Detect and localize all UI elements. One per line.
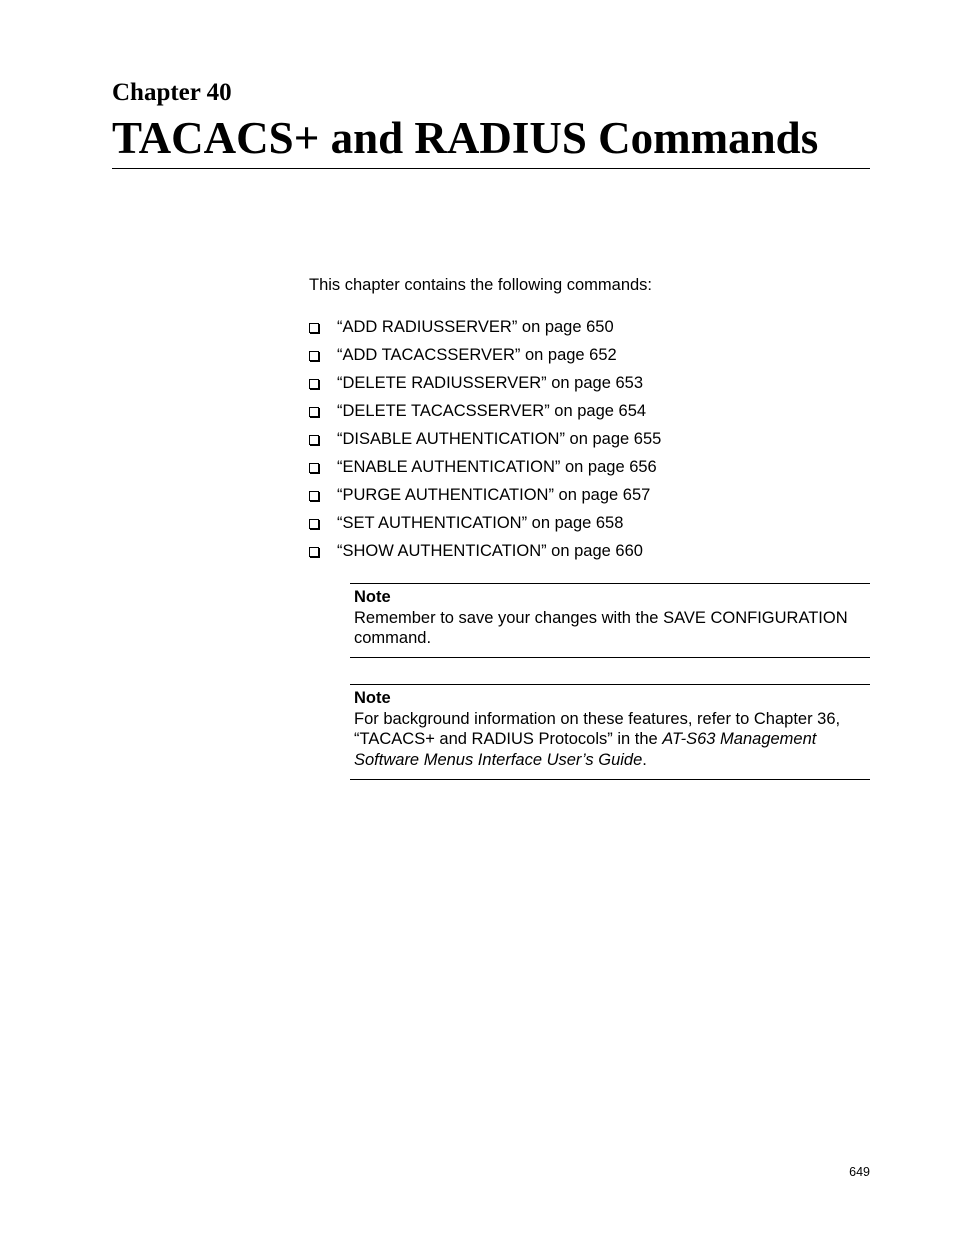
list-item[interactable] xyxy=(309,453,661,481)
note-text-start: For background information on these features, refer to Chapter 36, “TACACS+ and RADIUS Protocols” in the xyxy=(354,709,841,748)
command-link[interactable]: “ADD RADIUSSERVER” on page 650 xyxy=(337,317,614,336)
list-item[interactable] xyxy=(309,341,661,369)
command-link[interactable]: “ADD TACACSSERVER” on page 652 xyxy=(337,345,617,364)
checkbox-bullet-icon xyxy=(309,519,319,529)
checkbox-bullet-icon xyxy=(309,435,319,445)
list-item[interactable] xyxy=(309,537,661,565)
list-item[interactable] xyxy=(309,313,661,341)
note-box-background xyxy=(350,684,870,780)
checkbox-bullet-icon xyxy=(309,547,319,557)
checkbox-bullet-icon xyxy=(309,491,319,501)
command-link[interactable]: “ENABLE AUTHENTICATION” on page 656 xyxy=(337,457,657,476)
list-item[interactable] xyxy=(309,397,661,425)
note-heading: Note xyxy=(354,689,391,707)
note-text: Remember to save your changes with the SAVE CONFIGURATION command. xyxy=(354,608,848,647)
note-text-end: . xyxy=(642,750,647,769)
command-list xyxy=(309,313,661,565)
command-link[interactable]: “DELETE RADIUSSERVER” on page 653 xyxy=(337,373,643,392)
note-text xyxy=(354,709,870,771)
command-link[interactable]: “SET AUTHENTICATION” on page 658 xyxy=(337,513,624,532)
command-link[interactable]: “PURGE AUTHENTICATION” on page 657 xyxy=(337,485,651,504)
checkbox-bullet-icon xyxy=(309,379,319,389)
command-link[interactable]: “SHOW AUTHENTICATION” on page 660 xyxy=(337,541,643,560)
title-divider xyxy=(112,168,870,169)
chapter-title: TACACS+ and RADIUS Commands xyxy=(112,113,819,163)
command-link[interactable]: “DELETE TACACSSERVER” on page 654 xyxy=(337,401,647,420)
checkbox-bullet-icon xyxy=(309,323,319,333)
command-link[interactable]: “DISABLE AUTHENTICATION” on page 655 xyxy=(337,429,662,448)
list-item[interactable] xyxy=(309,509,661,537)
list-item[interactable] xyxy=(309,369,661,397)
checkbox-bullet-icon xyxy=(309,463,319,473)
list-item[interactable] xyxy=(309,425,661,453)
page-number: 649 xyxy=(849,1165,870,1179)
intro-text: This chapter contains the following commands: xyxy=(309,276,653,294)
list-item[interactable] xyxy=(309,481,661,509)
checkbox-bullet-icon xyxy=(309,351,319,361)
checkbox-bullet-icon xyxy=(309,407,319,417)
note-box-save xyxy=(350,583,870,658)
chapter-label: Chapter 40 xyxy=(112,79,232,106)
guide-title: AT-S63 Management Software Menus Interface User’s Guide xyxy=(354,730,817,769)
note-heading: Note xyxy=(354,588,391,606)
